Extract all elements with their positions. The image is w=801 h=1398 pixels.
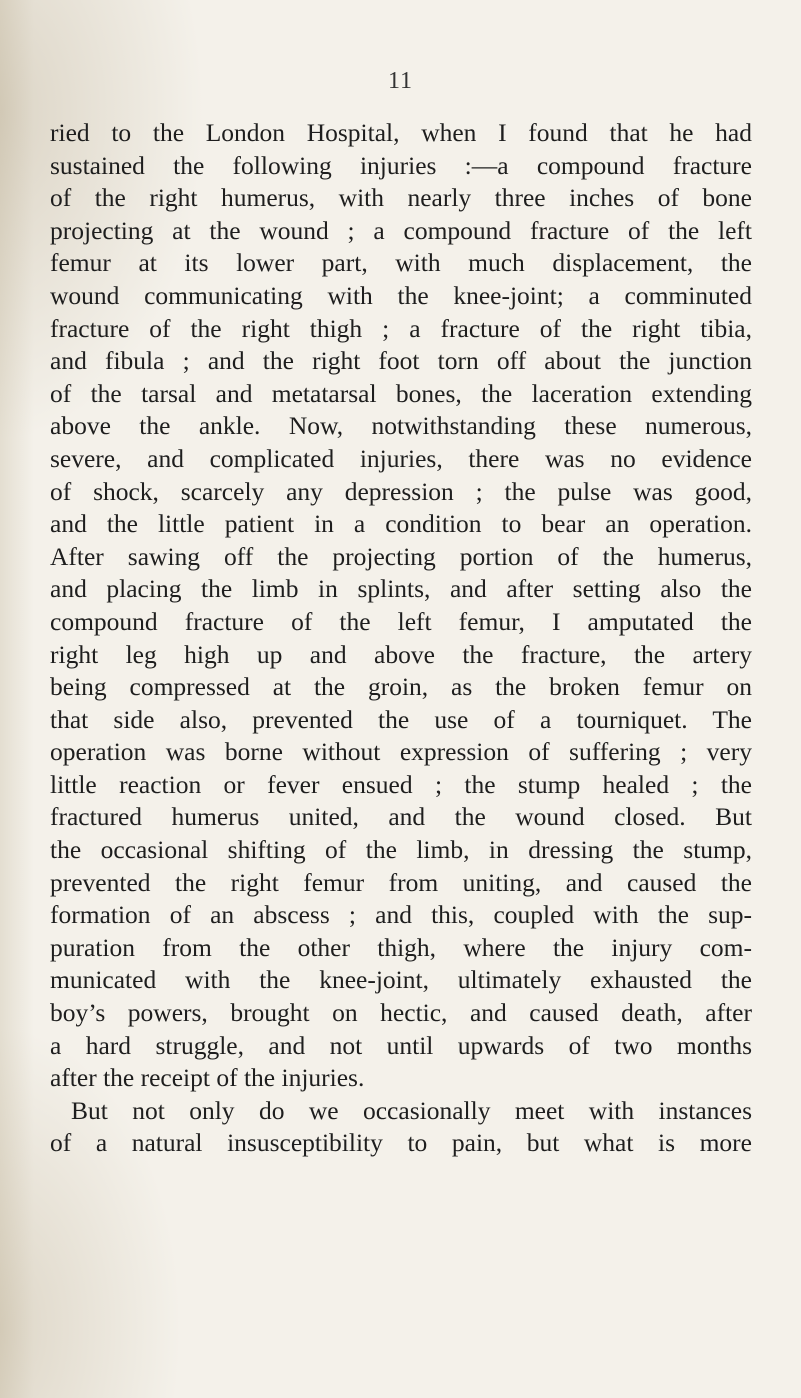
text-line: after the receipt of the injuries. bbox=[50, 1063, 365, 1093]
text-line: projecting at the wound ; a compound fracture of the left bbox=[50, 215, 752, 245]
text-line: But not only do we occasionally meet with instances bbox=[71, 1095, 752, 1125]
text-line: municated with the knee-joint, ultimately exhausted the bbox=[50, 965, 752, 995]
text-line: the occasional shifting of the limb, in dressing the stump, bbox=[50, 835, 752, 865]
text-line: femur at its lower part, with much displacement, the bbox=[50, 248, 752, 278]
text-line: a hard struggle, and not until upwards of two months bbox=[50, 1030, 752, 1060]
text-line: of the right humerus, with nearly three inches of bone bbox=[50, 183, 752, 213]
text-line: wound communicating with the knee-joint; a comminuted bbox=[50, 280, 752, 310]
text-line: operation was borne without expression of suffering ; very bbox=[50, 737, 752, 767]
text-line: that side also, prevented the use of a tourniquet. The bbox=[50, 704, 752, 734]
text-line: being compressed at the groin, as the broken femur on bbox=[50, 672, 752, 702]
text-line: ried to the London Hospital, when I found that he had bbox=[50, 118, 752, 147]
text-line: severe, and complicated injuries, there was no evidence bbox=[50, 443, 752, 473]
text-line: fracture of the right thigh ; a fracture of the right tibia, bbox=[50, 313, 752, 343]
text-line: right leg high up and above the fracture, the artery bbox=[50, 639, 752, 669]
page-number: 11 bbox=[387, 68, 414, 94]
text-line: boy’s powers, brought on hectic, and caused death, after bbox=[50, 998, 752, 1028]
text-line: above the ankle. Now, notwithstanding these numerous, bbox=[50, 411, 752, 441]
text-line: and fibula ; and the right foot torn off about the junction bbox=[50, 346, 752, 376]
text-line: sustained the following injuries :—a compound fracture bbox=[50, 150, 752, 180]
text-line: little reaction or fever ensued ; the stump healed ; the bbox=[50, 769, 752, 799]
text-line: of a natural insusceptibility to pain, but what is more bbox=[50, 1128, 752, 1158]
text-line: prevented the right femur from uniting, and caused the bbox=[50, 867, 752, 897]
text-line: compound fracture of the left femur, I amputated the bbox=[50, 606, 752, 636]
text-line: After sawing off the projecting portion of the humerus, bbox=[50, 541, 752, 571]
text-line: and placing the limb in splints, and after setting also the bbox=[50, 574, 752, 604]
text-line: formation of an abscess ; and this, coupled with the sup- bbox=[50, 900, 752, 930]
text-line: fractured humerus united, and the wound closed. But bbox=[50, 802, 752, 832]
text-line: of the tarsal and metatarsal bones, the laceration extending bbox=[50, 378, 752, 408]
text-line: puration from the other thigh, where the injury com- bbox=[50, 932, 752, 962]
text-line: and the little patient in a condition to bear an operation. bbox=[50, 509, 752, 539]
text-line: of shock, scarcely any depression ; the pulse was good, bbox=[50, 476, 752, 506]
body-text bbox=[50, 117, 752, 1160]
